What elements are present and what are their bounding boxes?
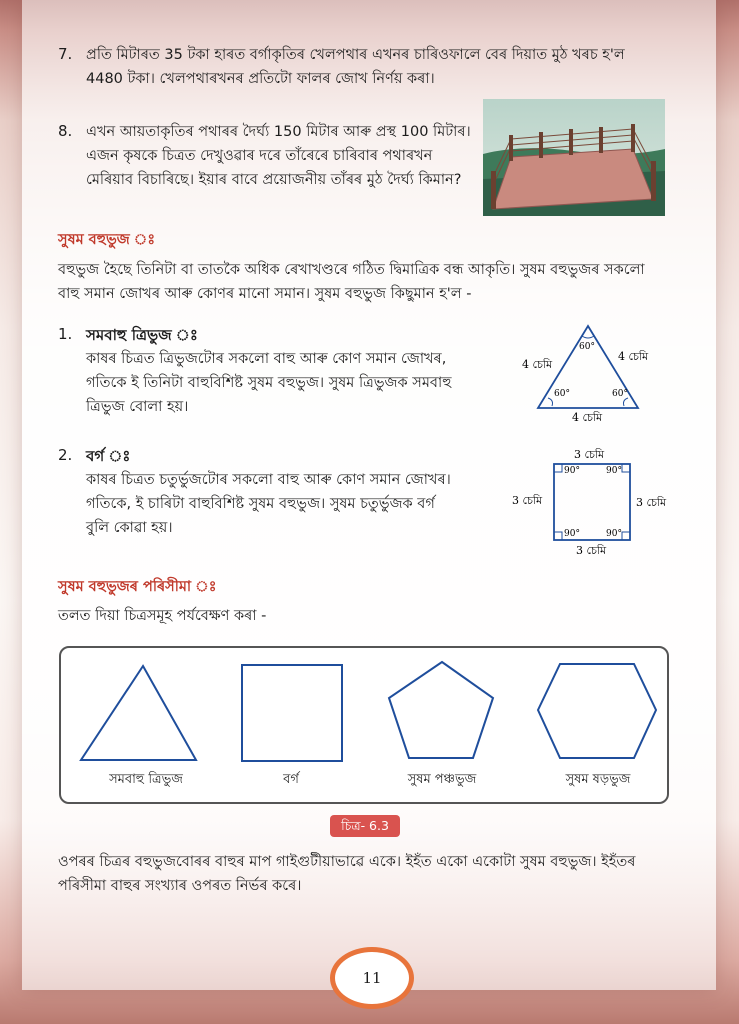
- square-angle-top-right: 90°: [606, 466, 622, 476]
- equilateral-triangle-diagram: [518, 318, 678, 422]
- item-1-line-3: ত্ৰিভুজ বোলা হয়।: [86, 399, 189, 415]
- triangle-angle-left: 60°: [554, 389, 570, 399]
- shape-regular-pentagon: [389, 662, 493, 758]
- definition-line-1: বহুভুজ হৈছে তিনিটা বা তাতকৈ অধিক ৰেখাখণ্ডৰে গঠিত দ্বিমাত্ৰিক বন্ধ আকৃতি। সুষম বহুভুজৰ সকলো: [58, 262, 645, 278]
- item-2-line-2: গতিকে, ই চাৰিটা বাহুবিশিষ্ট সুষম বহুভুজ। সুষম চতুৰ্ভুজক বৰ্গ: [86, 496, 435, 512]
- perimeter-heading: সুষম বহুভুজৰ পৰিসীমা ঃ: [58, 579, 217, 595]
- shape-square: [242, 665, 342, 761]
- square-angle-bottom-left: 90°: [564, 529, 580, 539]
- item-2-line-3: বুলি কোৱা হয়।: [86, 520, 173, 536]
- shape-equilateral-triangle: [81, 666, 196, 760]
- question-7-number: 7.: [58, 45, 73, 63]
- item-2-number: 2.: [58, 446, 73, 464]
- question-8-line-2: এজন কৃষকে চিত্ৰত দেখুওৱাৰ দৰে তাঁৰেৰে চাৰিবাৰ পথাৰখন: [86, 148, 433, 164]
- page-number: 11: [330, 947, 414, 1009]
- item-1-number: 1.: [58, 325, 73, 343]
- item-2-text: [86, 468, 506, 540]
- definition-line-2: বাহু সমান জোখৰ আৰু কোণৰ মানো সমান। সুষম বহুভুজ কিছুমান হ'ল -: [58, 286, 472, 302]
- triangle-angle-right: 60°: [612, 389, 628, 399]
- square-angle-top-left: 90°: [564, 466, 580, 476]
- triangle-angle-top: 60°: [579, 342, 595, 352]
- question-7-text: [86, 43, 686, 91]
- question-7-line-2: 4480 টকা। খেলপথাৰখনৰ প্ৰতিটো ফালৰ জোখ নিৰ্ণয় কৰা।: [86, 71, 435, 87]
- triangle-side-left-label: 4 চেমি: [522, 358, 553, 371]
- triangle-side-right-label: 4 চেমি: [618, 350, 649, 363]
- label-regular-pentagon: সুষম পঞ্চভুজ: [407, 772, 477, 787]
- question-7-line-1: প্ৰতি মিটাৰত 35 টকা হাৰত বৰ্গাকৃতিৰ খেলপথাৰ এখনৰ চাৰিওফালে বেৰ দিয়াত মুঠ খৰচ হ'ল: [86, 47, 625, 63]
- label-regular-hexagon: সুষম ষড়ভুজ: [565, 772, 631, 787]
- figure-caption: চিত্ৰ- 6.3: [330, 815, 400, 837]
- item-1-title: সমবাহু ত্ৰিভুজ ঃ: [86, 326, 198, 344]
- regular-polygon-definition: [58, 258, 683, 306]
- square-side-top-label: 3 চেমি: [574, 448, 605, 461]
- regular-polygon-heading: সুষম বহুভুজ ঃ: [58, 232, 156, 248]
- square-diagram: [508, 444, 678, 560]
- square-angle-bottom-right: 90°: [606, 529, 622, 539]
- polygon-figure-box: [59, 646, 669, 804]
- question-8-line-1: এখন আয়তাকৃতিৰ পথাৰৰ দৈৰ্ঘ্য 150 মিটাৰ আৰু প্ৰস্থ 100 মিটাৰ।: [86, 124, 471, 140]
- question-8-text: [86, 120, 481, 192]
- question-8-number: 8.: [58, 122, 73, 140]
- item-1-text: [86, 347, 506, 419]
- square-side-right-label: 3 চেমি: [636, 496, 667, 509]
- item-2-line-1: কাষৰ চিত্ৰত চতুৰ্ভুজটোৰ সকলো বাহু আৰু কোণ সমান জোখৰ।: [86, 472, 451, 488]
- perimeter-intro: তলত দিয়া চিত্ৰসমূহ পৰ্যবেক্ষণ কৰা -: [58, 608, 267, 624]
- shape-regular-hexagon: [538, 664, 656, 758]
- conclusion-line-2: পৰিসীমা বাহুৰ সংখ্যাৰ ওপৰত নিৰ্ভৰ কৰে।: [58, 878, 302, 894]
- fence-field-image: [483, 99, 665, 216]
- square-side-bottom-label: 3 চেমি: [576, 544, 607, 557]
- triangle-side-bottom-label: 4 চেমি: [572, 411, 603, 422]
- item-1-line-2: গতিকে ই তিনিটা বাহুবিশিষ্ট সুষম বহুভুজ। সুষম ত্ৰিভুজক সমবাহু: [86, 375, 452, 391]
- question-8-line-3: মেৰিয়াব বিচাৰিছে। ইয়াৰ বাবে প্ৰয়োজনীয় তাঁৰৰ মুঠ দৈৰ্ঘ্য কিমান?: [86, 172, 462, 188]
- item-2-title: বৰ্গ ঃ: [86, 447, 131, 465]
- conclusion-line-1: ওপৰৰ চিত্ৰৰ বহুভুজবোৰৰ বাহুৰ মাপ গাইগুটীয়াভাৱে একে। ইহঁত একো একোটা সুষম বহুভুজ। ইহঁতৰ: [58, 854, 636, 870]
- square-side-left-label: 3 চেমি: [512, 494, 543, 507]
- conclusion-text: [58, 850, 688, 898]
- item-1-line-1: কাষৰ চিত্ৰত ত্ৰিভুজটোৰ সকলো বাহু আৰু কোণ সমান জোখৰ,: [86, 351, 447, 367]
- label-square: বৰ্গ: [283, 772, 299, 787]
- label-equilateral-triangle: সমবাহু ত্ৰিভুজ: [109, 772, 183, 787]
